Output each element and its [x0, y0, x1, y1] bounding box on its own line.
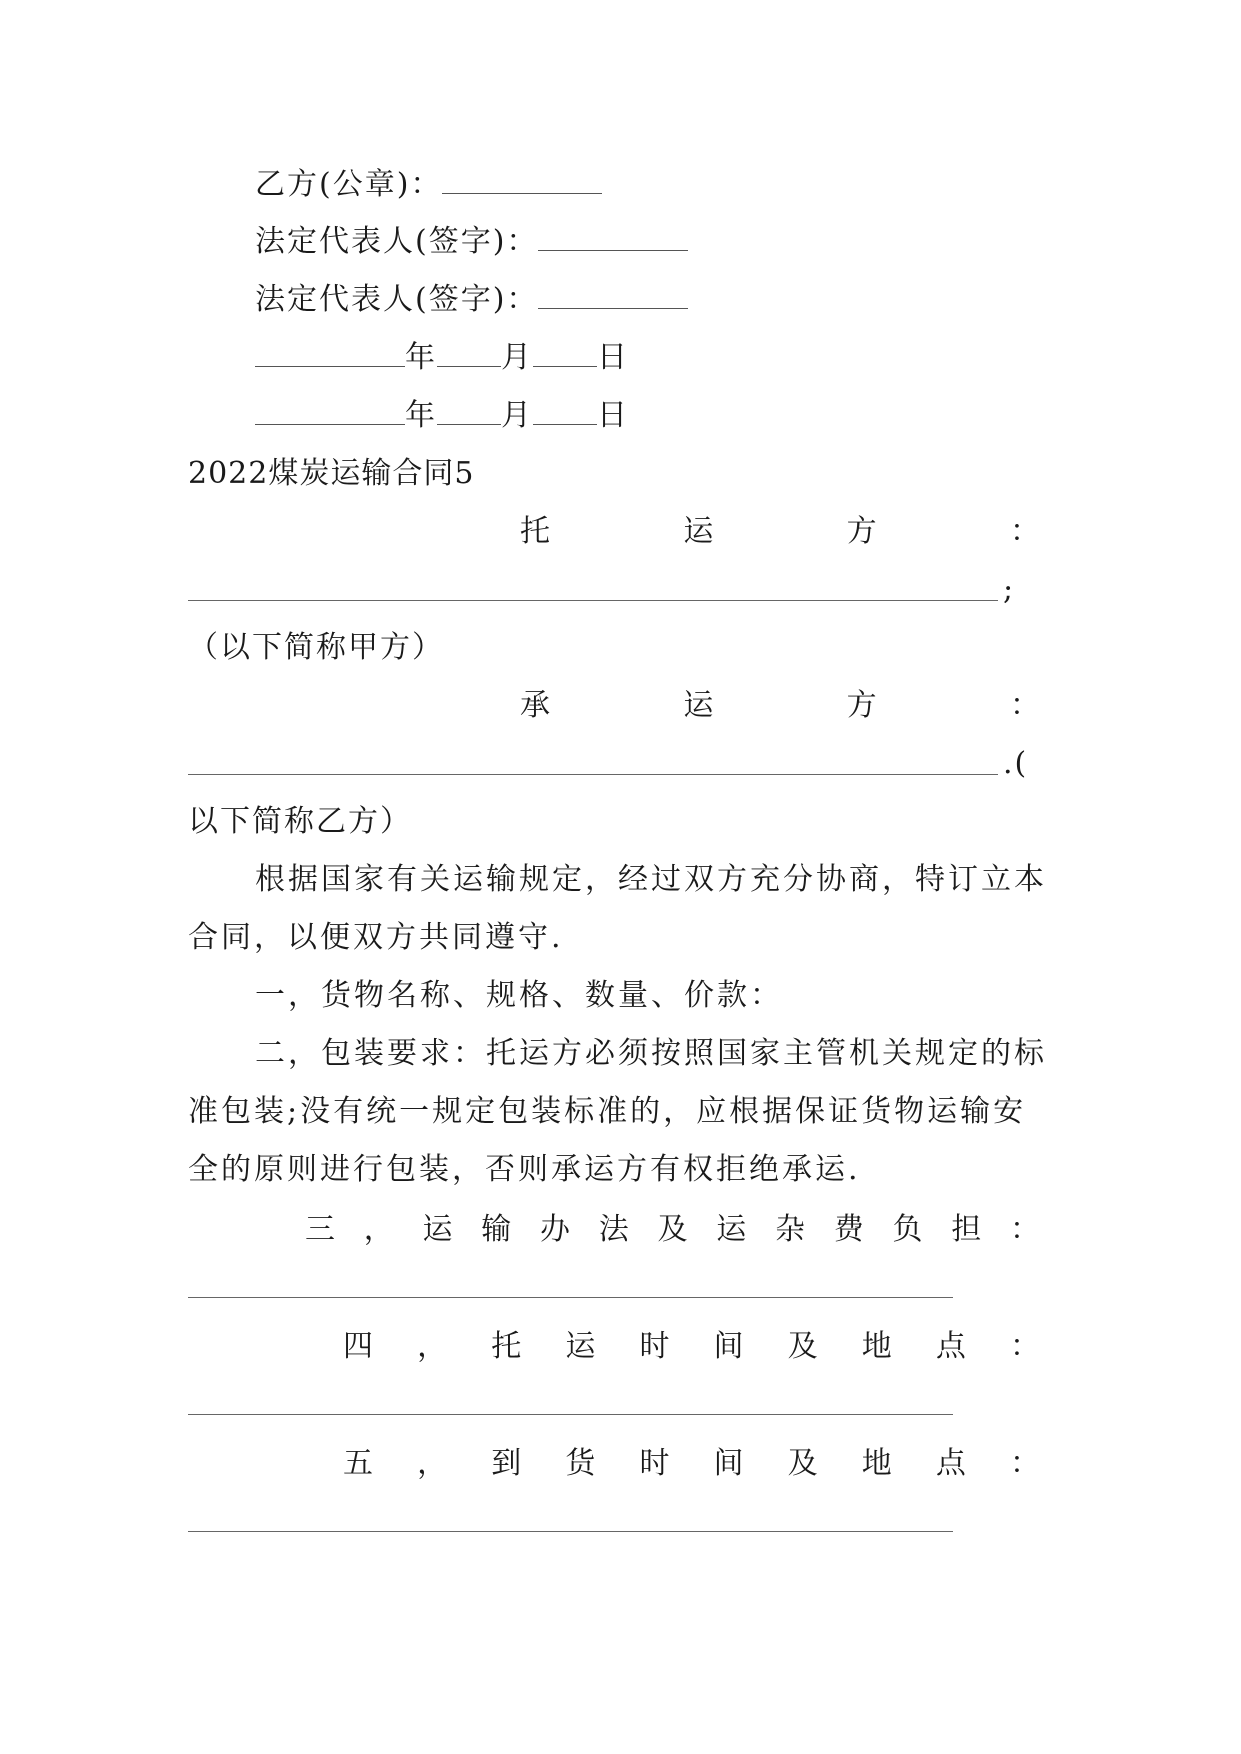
- carrier-blank: [188, 774, 998, 775]
- clause-3-char: ，: [363, 1212, 394, 1247]
- intro-line-1: 根据国家有关运输规定，经过双方充分协商，特订立本: [255, 862, 1047, 897]
- clause-4-char: 四: [343, 1329, 373, 1364]
- legal-rep-blank-1: [538, 222, 688, 251]
- clause-5-char: 地: [861, 1446, 892, 1481]
- clause-3-blank: [188, 1297, 953, 1298]
- clause-4-char: 点: [935, 1329, 966, 1364]
- month-label: 月: [501, 340, 533, 375]
- clause-4-char: 时: [639, 1329, 670, 1364]
- day-blank: [533, 338, 597, 367]
- carrier-char: 运: [683, 688, 714, 723]
- clause-4-char: 间: [713, 1329, 744, 1364]
- clause-4-char: 运: [565, 1329, 596, 1364]
- shipper-char: 方: [846, 514, 877, 549]
- carrier-char: 承: [520, 688, 550, 723]
- clause-5-char: ，: [417, 1446, 448, 1481]
- carrier-tail: .(: [1003, 746, 1029, 781]
- year-label: 年: [405, 340, 437, 375]
- year-label: 年: [405, 398, 437, 433]
- date-line-2: [255, 396, 629, 436]
- clause-4-char: ，: [417, 1329, 448, 1364]
- legal-rep-line-1: [255, 222, 688, 262]
- clause-3-heading: [305, 1210, 1040, 1250]
- party-b-seal-label: 乙方(公章)：: [255, 167, 443, 202]
- clause-3-char: 杂: [775, 1212, 805, 1247]
- clause-4-char: ：: [1009, 1329, 1040, 1364]
- shipper-alias: （以下简称甲方）: [188, 630, 444, 665]
- clause-3-char: 及: [657, 1212, 688, 1247]
- carrier-char: ：: [1009, 688, 1040, 723]
- shipper-char: 运: [683, 514, 714, 549]
- document-title: 2022煤炭运输合同5: [188, 456, 475, 491]
- shipper-tail: ;: [1003, 572, 1016, 607]
- carrier-char: 方: [846, 688, 877, 723]
- shipper-char: 托: [520, 514, 550, 549]
- legal-rep-label-1: 法定代表人(签字)：: [255, 224, 539, 259]
- clause-3-char: 输: [481, 1212, 512, 1247]
- clause-2-line-2: 准包装;没有统一规定包装标准的，应根据保证货物运输安: [188, 1094, 1027, 1129]
- clause-5-char: 货: [565, 1446, 596, 1481]
- clause-4-char: 及: [787, 1329, 818, 1364]
- clause-4-blank: [188, 1414, 953, 1415]
- legal-rep-line-2: [255, 280, 688, 320]
- date-line-1: [255, 338, 629, 378]
- year-blank: [255, 396, 405, 425]
- month-blank: [437, 338, 501, 367]
- clause-4-heading: [343, 1327, 1040, 1367]
- clause-3-char: 负: [892, 1212, 923, 1247]
- clause-3-char: 运: [422, 1212, 453, 1247]
- clause-3-char: 法: [598, 1212, 629, 1247]
- clause-4-char: 地: [861, 1329, 892, 1364]
- clause-3-char: 三: [305, 1212, 335, 1247]
- carrier-label: [520, 686, 1040, 726]
- day-blank: [533, 396, 597, 425]
- legal-rep-label-2: 法定代表人(签字)：: [255, 282, 539, 317]
- year-blank: [255, 338, 405, 367]
- clause-5-char: 点: [935, 1446, 966, 1481]
- clause-5-char: 时: [639, 1446, 670, 1481]
- clause-3-char: 运: [716, 1212, 747, 1247]
- carrier-alias: 以下简称乙方）: [188, 804, 412, 839]
- legal-rep-blank-2: [538, 280, 688, 309]
- clause-4-char: 托: [491, 1329, 522, 1364]
- shipper-label: [520, 512, 1040, 552]
- clause-3-char: 担: [951, 1212, 982, 1247]
- intro-line-2: 合同，以便双方共同遵守.: [188, 920, 564, 955]
- clause-3-char: 费: [833, 1212, 864, 1247]
- shipper-blank: [188, 600, 998, 601]
- party-b-seal-line: [255, 165, 602, 205]
- clause-3-char: 办: [540, 1212, 570, 1247]
- month-blank: [437, 396, 501, 425]
- shipper-char: ：: [1009, 514, 1040, 549]
- day-label: 日: [597, 398, 629, 433]
- clause-5-char: 到: [491, 1446, 522, 1481]
- clause-5-char: 及: [787, 1446, 818, 1481]
- clause-3-char: ：: [1010, 1212, 1040, 1247]
- month-label: 月: [501, 398, 533, 433]
- party-b-seal-blank: [442, 165, 602, 194]
- clause-2-line-1: 二，包装要求：托运方必须按照国家主管机关规定的标: [255, 1036, 1047, 1071]
- clause-5-heading: [343, 1444, 1040, 1484]
- clause-5-blank: [188, 1531, 953, 1532]
- day-label: 日: [597, 340, 629, 375]
- clause-5-char: ：: [1009, 1446, 1040, 1481]
- clause-1: 一，货物名称、规格、数量、价款：: [255, 978, 783, 1013]
- clause-2-line-3: 全的原则进行包装，否则承运方有权拒绝承运.: [188, 1152, 861, 1187]
- clause-5-char: 五: [343, 1446, 373, 1481]
- clause-5-char: 间: [713, 1446, 744, 1481]
